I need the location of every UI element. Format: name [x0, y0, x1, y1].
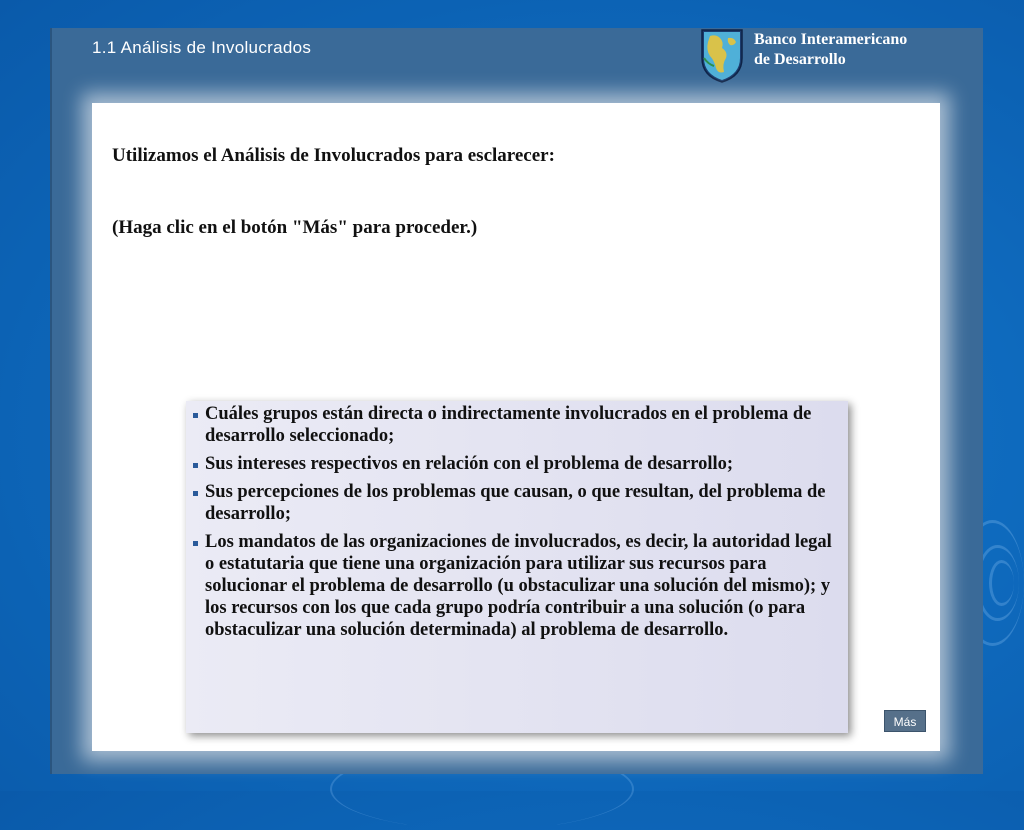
list-item [186, 481, 848, 525]
organization-name-line-1: Banco Interamericano [754, 31, 908, 48]
list-item [186, 453, 848, 475]
square-bullet-icon [193, 541, 198, 546]
square-bullet-icon [193, 413, 198, 418]
list-item [186, 531, 848, 641]
bullet-box [186, 401, 848, 733]
square-bullet-icon [193, 491, 198, 496]
more-button[interactable]: Más [884, 710, 926, 732]
list-item-text: Sus percepciones de los problemas que causan, o que resultan, del problema de desarrollo; [205, 482, 826, 524]
intro-text: Utilizamos el Análisis de Involucrados para esclarecer: [112, 145, 555, 166]
list-item [186, 403, 848, 447]
list-item-text: Los mandatos de las organizaciones de involucrados, es decir, la autoridad legal o estatutaria que tiene una organización para utilizar sus recursos para solucionar el problema de desarrollo (u obstaculizar una solución del mismo); y los recursos con los que cada grupo podría contribuir a una solución (o para obstaculizar una solución determinada) al problema de desarrollo. [205, 532, 832, 640]
organization-name [754, 30, 907, 70]
slide-title: 1.1 Análisis de Involucrados [92, 38, 312, 57]
square-bullet-icon [193, 463, 198, 468]
globe-shield-icon [700, 28, 744, 84]
background-swirl-decoration [989, 560, 1014, 606]
content-panel [92, 103, 940, 751]
instruction-text: (Haga clic en el botón "Más" para proceder.) [112, 217, 478, 238]
list-item-text: Cuáles grupos están directa o indirectamente involucrados en el problema de desarrollo seleccionado; [205, 404, 812, 446]
list-item-text: Sus intereses respectivos en relación con el problema de desarrollo; [205, 454, 734, 474]
organization-name-line-2: de Desarrollo [754, 51, 846, 68]
slide-frame [50, 28, 983, 774]
bullet-list [186, 401, 848, 641]
